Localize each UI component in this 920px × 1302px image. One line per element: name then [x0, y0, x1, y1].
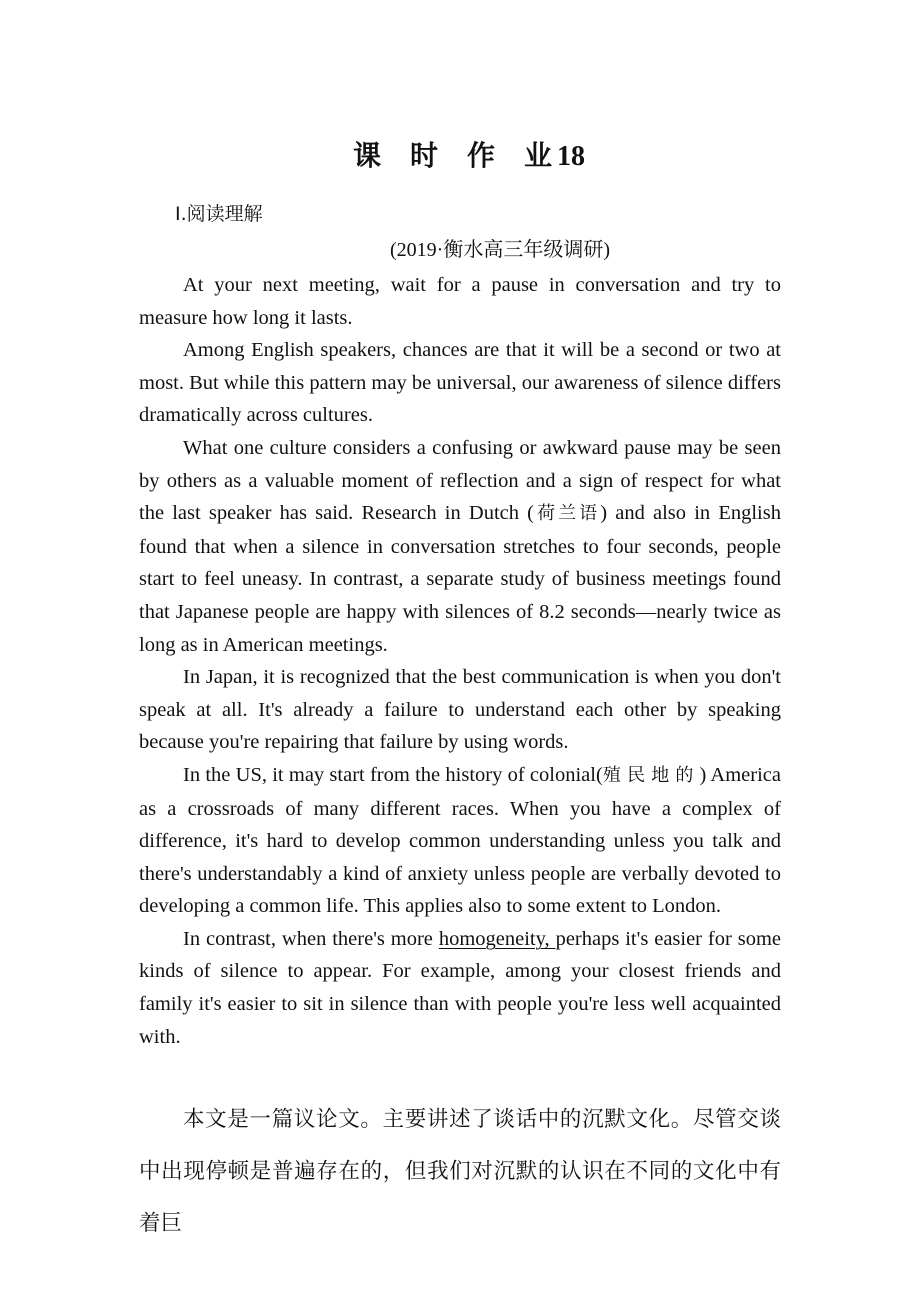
passage-paragraph-6 [139, 923, 781, 1053]
paragraph-5-text-after: ) America as a crossroads of many different races. When you have a complex of difference, it's hard to develop common understanding unless you talk and there's understandably a kind of anxiety unless people are verbally devoted to developing a common life. This applies also to some extent to London. [139, 763, 781, 918]
gloss-colonial: 殖民地的 [602, 764, 700, 786]
chinese-commentary [139, 1094, 781, 1250]
section-heading: Ⅰ.阅读理解 [175, 203, 263, 225]
paragraph-3-text-after: ) and also in English found that when a silence in conversation stretches to four seconds, people start to feel uneasy. In contrast, a separate study of business meetings found that Japanese people are happy with silences of 8.2 seconds—nearly twice as long as in American meetings. [139, 502, 781, 656]
paragraph-6-text-before: In contrast, when there's more [183, 927, 439, 950]
source-citation: (2019·衡水高三年级调研) [390, 239, 610, 261]
commentary-paragraph: 本文是一篇议论文。主要讲述了谈话中的沉默文化。尽管交谈中出现停顿是普遍存在的，但我们对沉默的认识在不同的文化中有着巨 [139, 1107, 781, 1236]
page-title-text: 课 时 作 业 [352, 141, 563, 172]
page-title [139, 139, 781, 175]
passage-paragraph-4: In Japan, it is recognized that the best communication is when you don't speak at all. It's already a failure to understand each other by speaking because you're repairing that failure by using words. [139, 666, 781, 754]
reading-passage [139, 269, 781, 1053]
passage-paragraph-3 [139, 432, 781, 661]
paragraph-5-text-before: In the US, it may start from the history of colonial( [183, 763, 603, 786]
paragraph-6-text-after: perhaps it's easier for some kinds of silence to appear. For example, among your closest friends and family it's easier to sit in silence than with people you're less well acquainted with. [139, 927, 782, 1048]
passage-paragraph-5 [139, 759, 781, 923]
page-title-number: 18 [557, 141, 585, 172]
paragraph-3-text-before: What one culture considers a confusing or awkward pause may be seen by others as a valuable moment of reflection and a sign of respect for what the last speaker has said. Research in Dutch ( [139, 436, 781, 525]
underlined-word-homogeneity: homogeneity, [438, 927, 556, 950]
gloss-dutch: 荷兰语 [534, 503, 601, 525]
passage-paragraph-2: Among English speakers, chances are that it will be a second or two at most. But while this pattern may be universal, our awareness of silence differs dramatically across cultures. [139, 339, 781, 427]
passage-paragraph-1: At your next meeting, wait for a pause in conversation and try to measure how long it lasts. [139, 274, 781, 329]
